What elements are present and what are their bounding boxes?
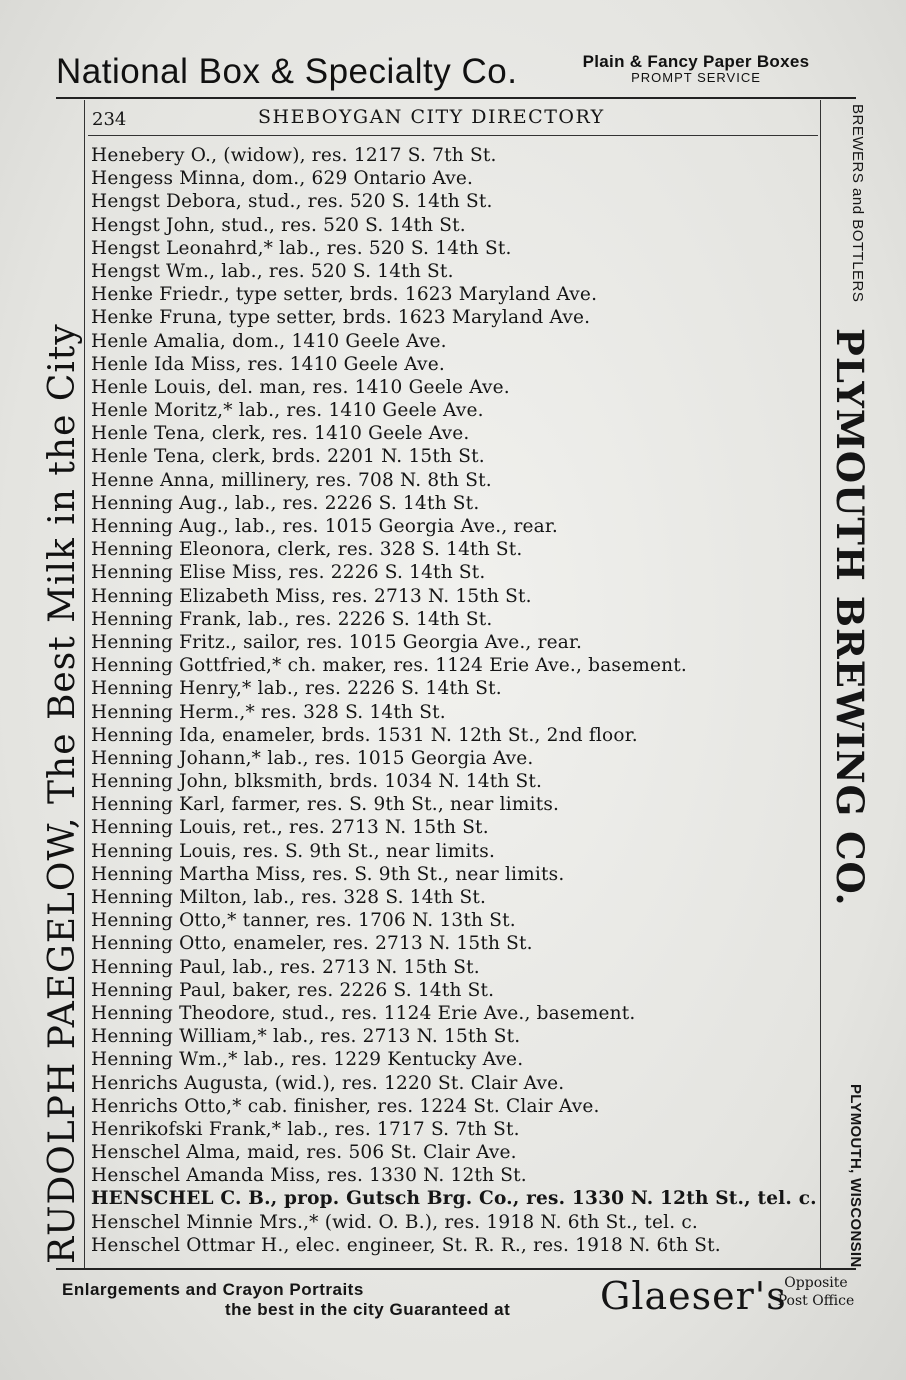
bottom-ad-text [62, 1280, 510, 1320]
page-number: 234 [92, 109, 127, 130]
directory-entry: Henschel Amanda Miss, res. 1330 N. 12th St. [91, 1165, 527, 1187]
directory-entry: Henschel Ottmar H., elec. engineer, St. R. R., res. 1918 N. 6th St. [91, 1234, 721, 1256]
bottom-rule [56, 1268, 856, 1270]
directory-entry: Henning Theodore, stud., res. 1124 Erie Ave., basement. [91, 1002, 636, 1024]
directory-entry: Henle Louis, del. man, res. 1410 Geele Ave. [91, 376, 510, 398]
directory-entry: Henle Tena, clerk, res. 1410 Geele Ave. [91, 423, 470, 445]
left-side-ad: RUDOLPH PAEGELOW, The Best Milk in the City [42, 323, 83, 1264]
directory-entries [91, 144, 821, 1257]
directory-entry: Henning Otto,* tanner, res. 1706 N. 13th St. [91, 910, 516, 932]
directory-entry: Henrikofski Frank,* lab., res. 1717 S. 7th St. [91, 1118, 520, 1140]
top-ad-company: National Box & Specialty Co. [56, 52, 518, 91]
bottom-ad-location-line2: Post Office [777, 1293, 855, 1309]
right-ad-top: BREWERS and BOTTLERS [849, 104, 866, 303]
directory-entry: HENSCHEL C. B., prop. Gutsch Brg. Co., res. 1330 N. 12th St., tel. c. [91, 1188, 817, 1210]
directory-entry: Henle Moritz,* lab., res. 1410 Geele Ave. [91, 400, 484, 422]
directory-entry: Henle Tena, clerk, brds. 2201 N. 15th St. [91, 446, 485, 468]
directory-entry: Henning Johann,* lab., res. 1015 Georgia Ave. [91, 747, 534, 769]
directory-entry: Henle Ida Miss, res. 1410 Geele Ave. [91, 353, 445, 375]
directory-entry: Hengess Minna, dom., 629 Ontario Ave. [91, 168, 474, 190]
directory-entry: Henning Wm.,* lab., res. 1229 Kentucky Ave. [91, 1049, 524, 1071]
directory-entry: Henning Ida, enameler, brds. 1531 N. 12th St., 2nd floor. [91, 724, 638, 746]
directory-entry: Henning Elise Miss, res. 2226 S. 14th St. [91, 562, 486, 584]
right-ad-main: PLYMOUTH BREWING CO. [828, 328, 872, 907]
directory-entry: Hengst Debora, stud., res. 520 S. 14th St. [91, 191, 493, 213]
directory-entry: Henning Louis, ret., res. 2713 N. 15th St. [91, 817, 489, 839]
directory-entry: Henebery O., (widow), res. 1217 S. 7th St. [91, 145, 497, 166]
directory-entry: Henning Paul, lab., res. 2713 N. 15th St. [91, 956, 480, 978]
left-frame-line [84, 100, 85, 1268]
directory-entry: Henschel Minnie Mrs.,* (wid. O. B.), res. 1918 N. 6th St., tel. c. [91, 1211, 699, 1233]
directory-entry: Henning William,* lab., res. 2713 N. 15th St. [91, 1026, 521, 1048]
bottom-ad-line2: the best in the city Guaranteed at [225, 1300, 511, 1319]
directory-entry: Henning Aug., lab., res. 2226 S. 14th St. [91, 492, 480, 514]
directory-entry: Henning Louis, res. S. 9th St., near limits. [91, 840, 496, 862]
directory-entry: Hengst Leonahrd,* lab., res. 520 S. 14th St. [91, 237, 512, 259]
page-header [88, 103, 818, 135]
directory-entry: Henning Karl, farmer, res. S. 9th St., near limits. [91, 794, 560, 816]
directory-entry: Hengst Wm., lab., res. 520 S. 14th St. [91, 260, 454, 282]
directory-entry: Henrichs Otto,* cab. finisher, res. 1224 St. Clair Ave. [91, 1095, 600, 1117]
directory-entry: Henning Frank, lab., res. 2226 S. 14th St. [91, 608, 493, 630]
bottom-ad-line1: Enlargements and Crayon Portraits [62, 1280, 364, 1299]
top-ad-tagline: Plain & Fancy Paper Boxes [582, 52, 810, 71]
page-title: SHEBOYGAN CITY DIRECTORY [258, 106, 605, 128]
directory-entry: Henning John, blksmith, brds. 1034 N. 14th St. [91, 771, 543, 793]
top-ad-service: PROMPT SERVICE [631, 70, 761, 85]
bottom-ad-studio: Glaeser's [600, 1274, 787, 1318]
directory-entry: Henning Henry,* lab., res. 2226 S. 14th St. [91, 678, 502, 700]
header-rule [88, 135, 818, 136]
directory-entry: Henle Amalia, dom., 1410 Geele Ave. [91, 330, 447, 352]
directory-entry: Henning Fritz., sailor, res. 1015 Georgia Ave., rear. [91, 631, 583, 653]
bottom-ad-location [776, 1274, 856, 1310]
bottom-ad-location-line1: Opposite [784, 1275, 848, 1291]
directory-entry: Henning Herm.,* res. 328 S. 14th St. [91, 701, 446, 723]
directory-entry: Henning Paul, baker, res. 2226 S. 14th St. [91, 979, 495, 1001]
directory-entry: Henning Eleonora, clerk, res. 328 S. 14th St. [91, 539, 523, 561]
directory-entry: Henschel Alma, maid, res. 506 St. Clair Ave. [91, 1142, 517, 1164]
directory-entry: Henke Friedr., type setter, brds. 1623 Maryland Ave. [91, 284, 598, 306]
right-side-ad [826, 100, 874, 1268]
directory-entry: Henning Martha Miss, res. S. 9th St., near limits. [91, 863, 565, 885]
directory-entry: Henning Elizabeth Miss, res. 2713 N. 15th St. [91, 585, 532, 607]
directory-entry: Henning Gottfried,* ch. maker, res. 1124 Erie Ave., basement. [91, 655, 687, 677]
top-rule [56, 97, 856, 99]
top-ad-right [540, 52, 852, 85]
directory-entry: Henke Fruna, type setter, brds. 1623 Maryland Ave. [91, 307, 591, 329]
directory-entry: Hengst John, stud., res. 520 S. 14th St. [91, 214, 466, 236]
directory-entry: Henne Anna, millinery, res. 708 N. 8th St. [91, 469, 492, 491]
directory-entry: Henning Aug., lab., res. 1015 Georgia Ave., rear. [91, 516, 559, 537]
right-ad-bottom: PLYMOUTH, WISCONSIN [847, 1084, 864, 1268]
directory-entry: Henning Milton, lab., res. 328 S. 14th St. [91, 887, 487, 908]
directory-entry: Henrichs Augusta, (wid.), res. 1220 St. Clair Ave. [91, 1072, 565, 1094]
directory-entry: Henning Otto, enameler, res. 2713 N. 15th St. [91, 933, 533, 955]
